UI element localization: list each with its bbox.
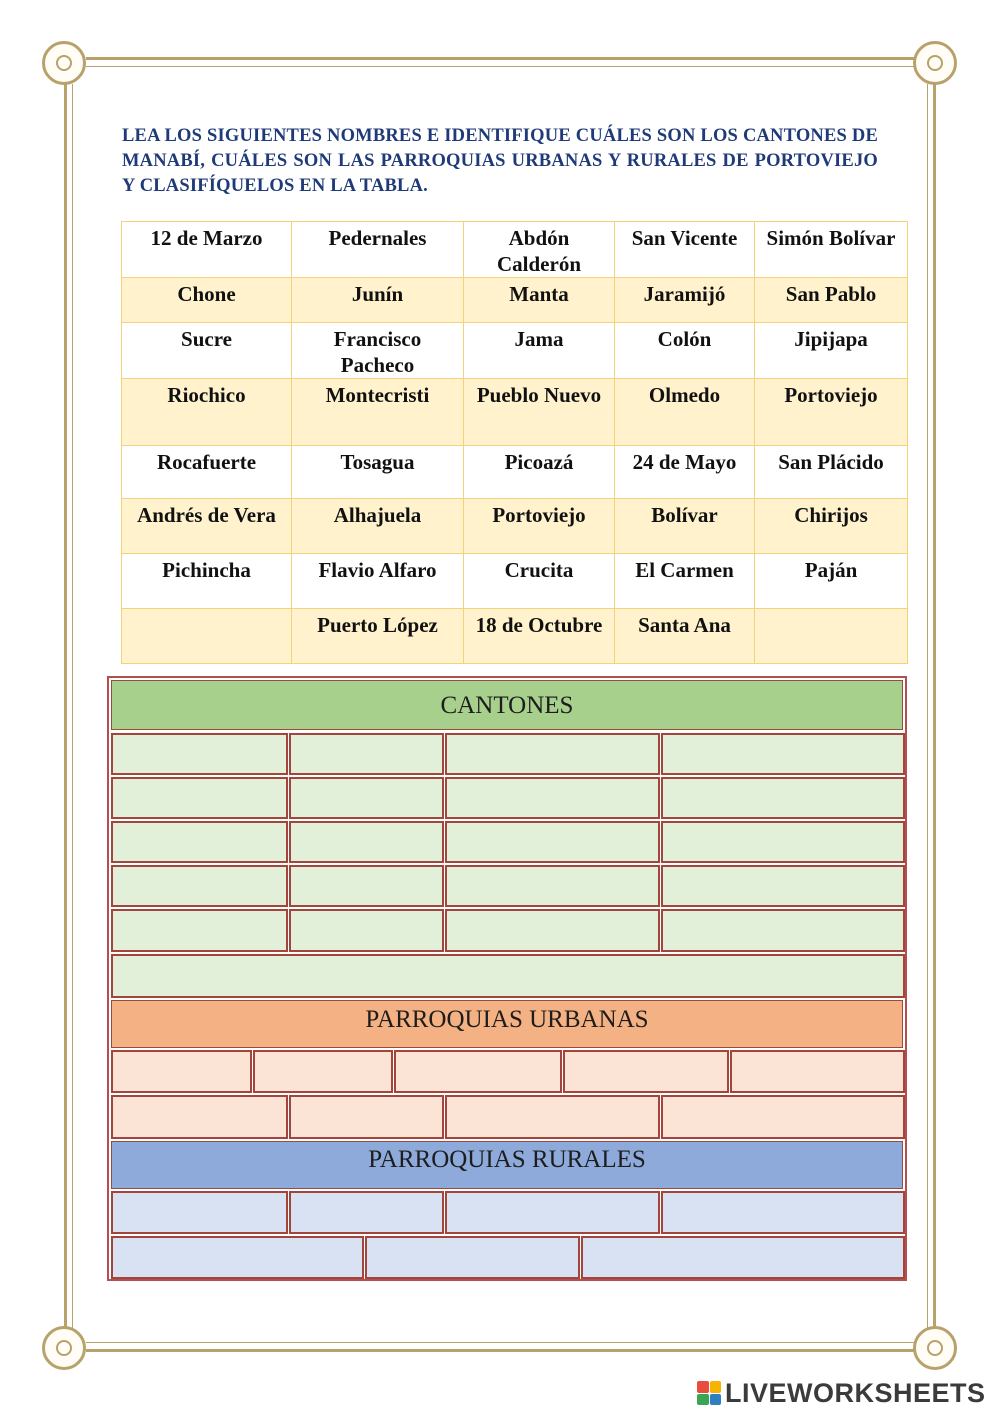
word-cell[interactable]: Portoviejo — [755, 379, 908, 446]
word-cell[interactable]: Puerto López — [292, 609, 464, 664]
cantones-drop-zone[interactable] — [445, 865, 660, 907]
rurales-drop-zone[interactable] — [445, 1191, 660, 1234]
frame-bottom-line — [86, 1349, 914, 1352]
urbanas-drop-zone[interactable] — [661, 1095, 905, 1139]
word-cell[interactable]: San Pablo — [755, 278, 908, 323]
word-cell[interactable]: Jama — [464, 323, 615, 379]
word-cell[interactable]: Paján — [755, 554, 908, 609]
cantones-drop-zone[interactable] — [661, 865, 905, 907]
word-cell[interactable]: Sucre — [122, 323, 292, 379]
word-cell[interactable]: Portoviejo — [464, 499, 615, 554]
cantones-drop-zone-wide[interactable] — [111, 954, 905, 998]
frame-left-line — [64, 84, 67, 1328]
word-cell[interactable]: Rocafuerte — [122, 446, 292, 499]
cantones-drop-zone[interactable] — [445, 777, 660, 819]
word-cell[interactable]: Santa Ana — [615, 609, 755, 664]
urbanas-drop-zone[interactable] — [394, 1050, 562, 1093]
word-cell[interactable]: Crucita — [464, 554, 615, 609]
cantones-drop-zone[interactable] — [289, 777, 444, 819]
rurales-drop-zone[interactable] — [111, 1191, 288, 1234]
cantones-drop-zone[interactable] — [111, 821, 288, 863]
frame-corner-ornament — [913, 41, 957, 85]
frame-right-line — [933, 84, 936, 1328]
urbanas-drop-zone[interactable] — [253, 1050, 393, 1093]
cantones-drop-zone[interactable] — [111, 909, 288, 952]
word-cell[interactable]: Simón Bolívar — [755, 222, 908, 278]
cantones-drop-zone[interactable] — [111, 865, 288, 907]
word-cell[interactable]: Jipijapa — [755, 323, 908, 379]
word-cell[interactable] — [122, 609, 292, 664]
rurales-header: PARROQUIAS RURALES — [111, 1141, 903, 1189]
urbanas-header: PARROQUIAS URBANAS — [111, 1000, 903, 1048]
liveworksheets-logo[interactable] — [697, 1378, 986, 1408]
word-cell[interactable]: Picoazá — [464, 446, 615, 499]
rurales-drop-zone[interactable] — [111, 1236, 364, 1279]
word-cell[interactable]: Junín — [292, 278, 464, 323]
cantones-drop-zone[interactable] — [289, 821, 444, 863]
urbanas-drop-zone[interactable] — [563, 1050, 729, 1093]
cantones-drop-zone[interactable] — [289, 865, 444, 907]
word-cell[interactable]: Montecristi — [292, 379, 464, 446]
cantones-drop-zone[interactable] — [661, 821, 905, 863]
urbanas-drop-zone[interactable] — [111, 1050, 252, 1093]
urbanas-drop-zone[interactable] — [289, 1095, 444, 1139]
word-cell[interactable]: Bolívar — [615, 499, 755, 554]
frame-corner-ornament — [42, 1326, 86, 1370]
word-cell[interactable]: Olmedo — [615, 379, 755, 446]
word-cell[interactable]: 18 de Octubre — [464, 609, 615, 664]
cantones-drop-zone[interactable] — [289, 909, 444, 952]
word-cell[interactable]: Flavio Alfaro — [292, 554, 464, 609]
word-cell[interactable]: Francisco Pacheco — [292, 323, 464, 379]
word-cell[interactable]: Chirijos — [755, 499, 908, 554]
word-cell[interactable]: San Plácido — [755, 446, 908, 499]
frame-corner-ornament — [913, 1326, 957, 1370]
word-cell[interactable]: Pichincha — [122, 554, 292, 609]
word-cell[interactable]: Jaramijó — [615, 278, 755, 323]
cantones-drop-zone[interactable] — [111, 733, 288, 775]
cantones-drop-zone[interactable] — [111, 777, 288, 819]
urbanas-drop-zone[interactable] — [111, 1095, 288, 1139]
frame-corner-ornament — [42, 41, 86, 85]
word-cell[interactable] — [755, 609, 908, 664]
word-cell[interactable]: Alhajuela — [292, 499, 464, 554]
cantones-drop-zone[interactable] — [445, 821, 660, 863]
word-cell[interactable]: Manta — [464, 278, 615, 323]
word-cell[interactable]: Riochico — [122, 379, 292, 446]
cantones-drop-zone[interactable] — [445, 733, 660, 775]
cantones-drop-zone[interactable] — [661, 777, 905, 819]
cantones-drop-zone[interactable] — [661, 733, 905, 775]
frame-right-line-inner — [927, 84, 928, 1328]
word-bank-table — [121, 221, 908, 664]
frame-top-line-inner — [86, 66, 914, 67]
word-cell[interactable]: Andrés de Vera — [122, 499, 292, 554]
rurales-drop-zone[interactable] — [661, 1191, 905, 1234]
rurales-drop-zone[interactable] — [581, 1236, 905, 1279]
word-cell[interactable]: San Vicente — [615, 222, 755, 278]
instructions-text: LEA LOS SIGUIENTES NOMBRES E IDENTIFIQUE CUÁLES SON LOS CANTONES DE MANABÍ, CUÁLES SON LAS PARROQUIAS URBANAS Y RURALES DE PORTOVIEJO Y CLASIFÍQUELOS EN LA TABLA. — [122, 126, 878, 196]
word-cell[interactable]: Tosagua — [292, 446, 464, 499]
cantones-drop-zone[interactable] — [661, 909, 905, 952]
word-cell[interactable]: Pueblo Nuevo — [464, 379, 615, 446]
urbanas-drop-zone[interactable] — [730, 1050, 905, 1093]
frame-bottom-line-inner — [86, 1342, 914, 1343]
word-cell[interactable]: Colón — [615, 323, 755, 379]
word-cell[interactable]: 24 de Mayo — [615, 446, 755, 499]
urbanas-drop-zone[interactable] — [445, 1095, 660, 1139]
cantones-drop-zone[interactable] — [445, 909, 660, 952]
cantones-header: CANTONES — [111, 680, 903, 730]
word-cell[interactable]: El Carmen — [615, 554, 755, 609]
classification-table — [107, 676, 907, 1281]
frame-left-line-inner — [72, 84, 73, 1328]
cantones-drop-zone[interactable] — [289, 733, 444, 775]
rurales-drop-zone[interactable] — [365, 1236, 580, 1279]
rurales-drop-zone[interactable] — [289, 1191, 444, 1234]
frame-top-line — [86, 57, 914, 60]
word-cell[interactable]: Abdón Calderón — [464, 222, 615, 278]
liveworksheets-logo-text: LIVEWORKSHEETS — [725, 1377, 986, 1408]
liveworksheets-logo-icon — [697, 1381, 721, 1405]
word-cell[interactable]: Chone — [122, 278, 292, 323]
word-cell[interactable]: Pedernales — [292, 222, 464, 278]
word-cell[interactable]: 12 de Marzo — [122, 222, 292, 278]
